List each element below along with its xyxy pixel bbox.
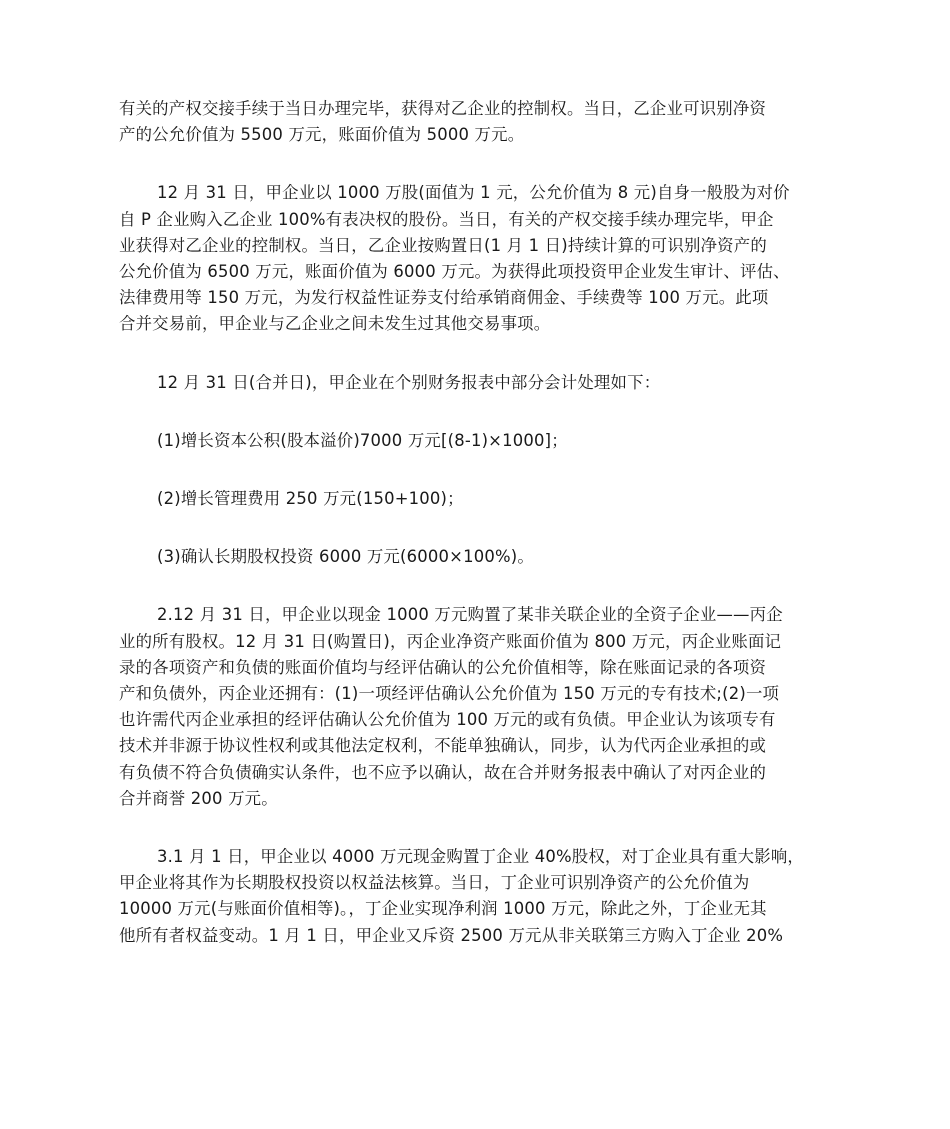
text-line: 10000 万元(与账面价值相等)。，丁企业实现净利润 1000 万元，除此之外，丁企业无其 xyxy=(119,899,767,919)
text-line: 录的各项资产和负债的账面价值均与经评估确认的公允价值相等，除在账面记录的各项资 xyxy=(119,657,767,677)
text-line: 合并商誉 200 万元。 xyxy=(119,788,278,808)
paragraph xyxy=(119,180,841,337)
text-line: 甲企业将其作为长期股权投资以权益法核算。当日，丁企业可识别净资产的公允价值为 xyxy=(119,873,750,893)
document-page xyxy=(119,96,841,981)
paragraph xyxy=(119,428,841,454)
text-line: 有关的产权交接手续于当日办理完毕，获得对乙企业的控制权。当日，乙企业可识别净资 xyxy=(119,99,767,118)
text-line: 业获得对乙企业的控制权。当日，乙企业按购置日(1 月 1 日)持续计算的可识别净资产的 xyxy=(119,235,767,255)
text-line: 也许需代丙企业承担的经评估确认公允价值为 100 万元的或有负债。甲企业认为该项专有 xyxy=(119,710,776,730)
text-line: (1)增长资本公积(股本溢价)7000 万元[(8-1)×1000]； xyxy=(157,430,568,450)
paragraph xyxy=(119,370,841,396)
text-line: 2.12 月 31 日，甲企业以现金 1000 万元购置了某非关联企业的全资子企业——丙企 xyxy=(157,605,783,625)
text-line: 12 月 31 日(合并日)，甲企业在个别财务报表中部分会计处理如下： xyxy=(157,372,661,392)
text-line: 自 P 企业购入乙企业 100%有表决权的股份。当日，有关的产权交接手续办理完毕，甲企 xyxy=(119,209,774,229)
text-line: 法律费用等 150 万元，为发行权益性证券支付给承销商佣金、手续费等 100 万元。此项 xyxy=(119,288,769,308)
text-line: 公允价值为 6500 万元，账面价值为 6000 万元。为获得此项投资甲企业发生审计、评估、 xyxy=(119,262,790,282)
text-line: 有负债不符合负债确实认条件，也不应予以确认，故在合并财务报表中确认了对丙企业的 xyxy=(119,762,767,782)
text-line: (3)确认长期股权投资 6000 万元(6000×100%)。 xyxy=(157,547,534,567)
text-line: 合并交易前，甲企业与乙企业之间未发生过其他交易事项。 xyxy=(119,314,551,334)
paragraph xyxy=(119,486,841,512)
text-line: 产和负债外，丙企业还拥有：(1)一项经评估确认公允价值为 150 万元的专有技术;(2)一项 xyxy=(119,684,780,704)
paragraph xyxy=(119,96,841,148)
text-line: 他所有者权益变动。1 月 1 日，甲企业又斥资 2500 万元从非关联第三方购入丁企业 20% xyxy=(119,925,784,945)
text-line: 12 月 31 日，甲企业以 1000 万股(面值为 1 元，公允价值为 8 元)自身一般股为对价 xyxy=(157,183,790,203)
text-line: 技术并非源于协议性权利或其他法定权利，不能单独确认，同步，认为代丙企业承担的或 xyxy=(119,736,767,756)
text-line: 业的所有股权。12 月 31 日(购置日)，丙企业净资产账面价值为 800 万元，丙企业账面记 xyxy=(119,631,782,651)
text-line: 3.1 月 1 日，甲企业以 4000 万元现金购置丁企业 40%股权，对丁企业具有重大影响， xyxy=(157,847,805,867)
paragraph xyxy=(119,844,841,949)
paragraph xyxy=(119,544,841,570)
paragraph xyxy=(119,602,841,812)
text-line: (2)增长管理费用 250 万元(150+100)； xyxy=(157,489,464,509)
text-line: 产的公允价值为 5500 万元，账面价值为 5000 万元。 xyxy=(119,125,525,145)
